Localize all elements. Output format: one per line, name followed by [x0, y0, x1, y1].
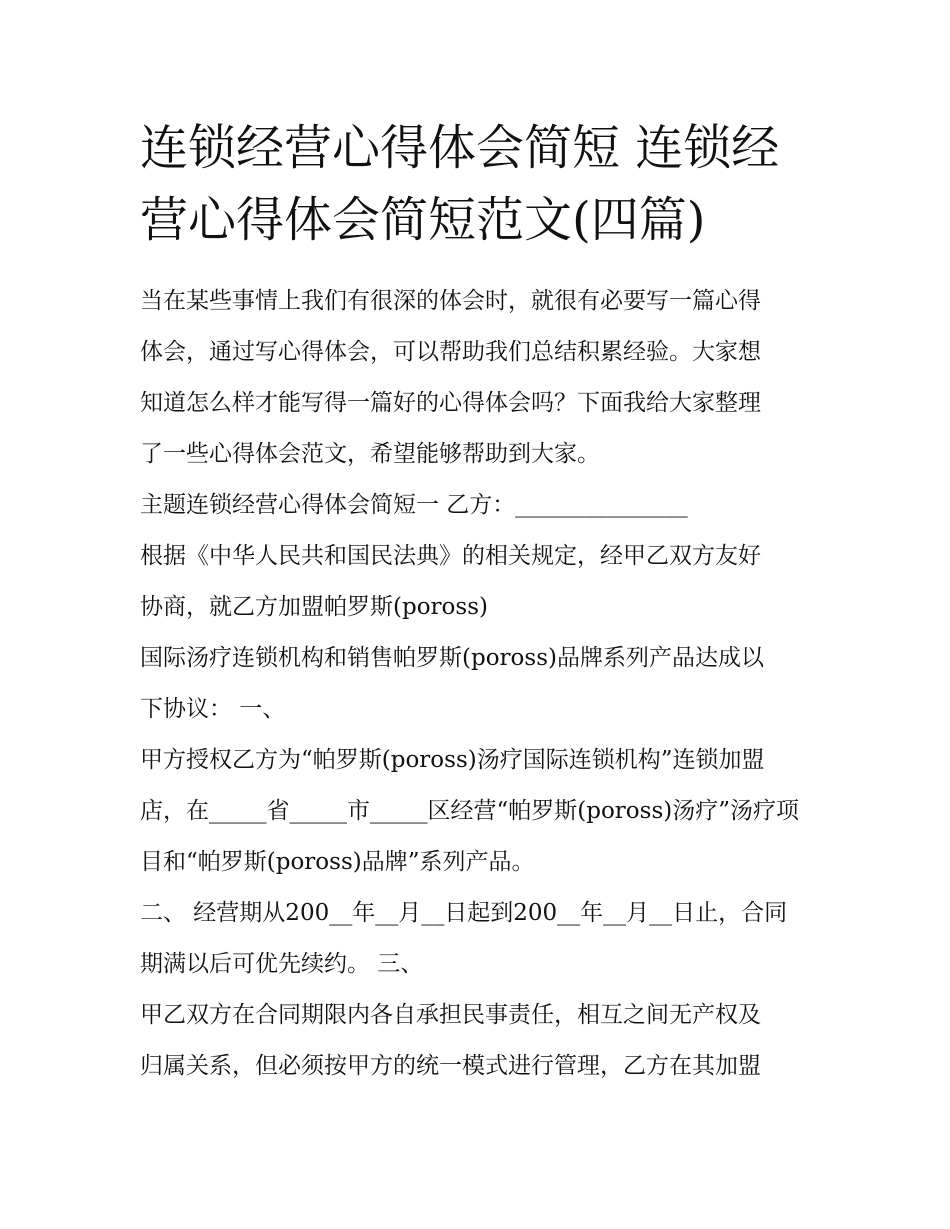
body-line: 当在某些事情上我们有很深的体会时，就很有必要写一篇心得 — [140, 288, 761, 314]
body-line: 归属关系，但必须按甲方的统一模式进行管理，乙方在其加盟 — [140, 1053, 761, 1079]
body-line: 体会，通过写心得体会，可以帮助我们总结积累经验。大家想 — [140, 339, 761, 365]
body-line: 主题连锁经营心得体会简短一 乙方：_______________ — [140, 492, 688, 518]
title-line-1: 连锁经营心得体会简短 连锁经 — [140, 120, 780, 176]
body-line: 期满以后可优先续约。 三、 — [140, 951, 424, 977]
body-line: 二、 经营期从200__年__月__日起到200__年__月__日止，合同 — [140, 900, 788, 926]
body-line: 甲乙双方在合同期限内各自承担民事责任，相互之间无产权及 — [140, 1002, 761, 1028]
body-line: 目和“帕罗斯(poross)品牌”系列产品。 — [140, 849, 535, 875]
body-line: 根据《中华人民共和国民法典》的相关规定，经甲乙双方友好 — [140, 543, 761, 569]
document-body — [140, 276, 830, 1092]
body-line: 协商，就乙方加盟帕罗斯(poross) — [140, 594, 488, 620]
body-line: 店，在_____省_____市_____区经营“帕罗斯(poross)汤疗”汤疗项 — [140, 798, 799, 824]
body-line: 甲方授权乙方为“帕罗斯(poross)汤疗国际连锁机构”连锁加盟 — [140, 747, 765, 773]
body-line: 知道怎么样才能写得一篇好的心得体会吗？下面我给大家整理 — [140, 390, 761, 416]
body-line: 下协议： 一、 — [140, 696, 286, 722]
body-line: 了一些心得体会范文，希望能够帮助到大家。 — [140, 441, 600, 467]
title-line-2: 营心得体会简短范文(四篇) — [140, 192, 706, 248]
document-title — [140, 112, 820, 256]
body-line: 国际汤疗连锁机构和销售帕罗斯(poross)品牌系列产品达成以 — [140, 645, 764, 671]
